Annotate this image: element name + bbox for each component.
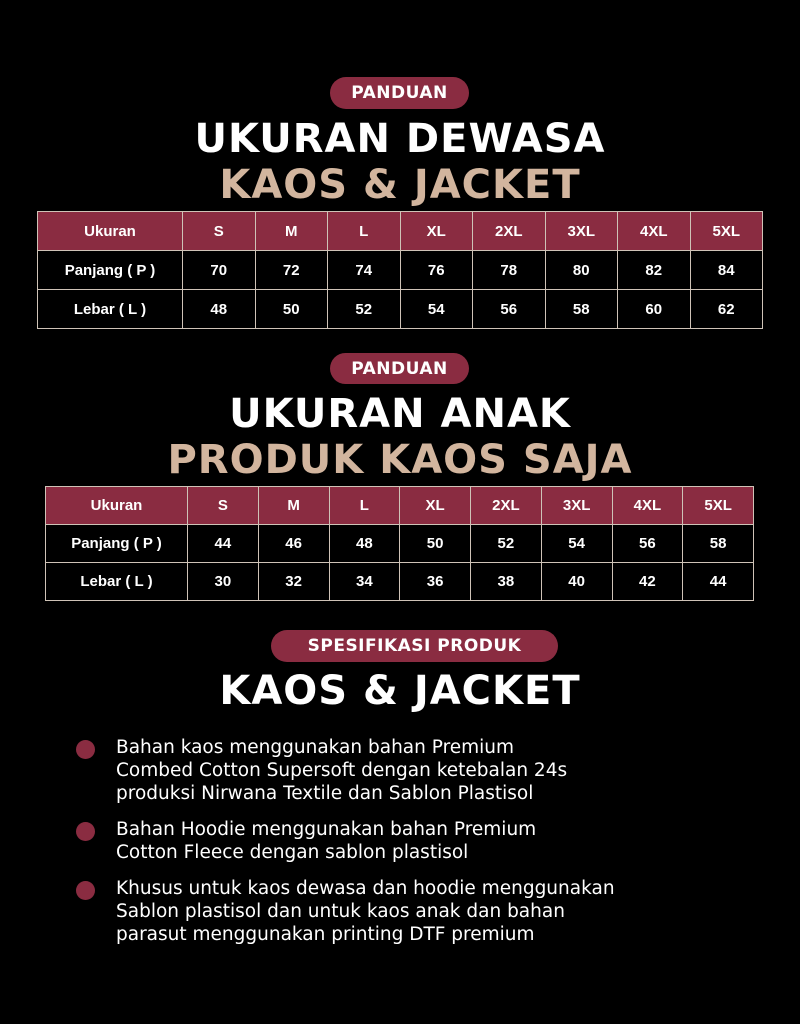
table-header-cell: M bbox=[258, 487, 329, 525]
adult-subtitle: KAOS & JACKET bbox=[219, 162, 581, 208]
bullet-dot-icon bbox=[76, 881, 95, 900]
table-cell: 82 bbox=[618, 251, 691, 290]
table-cell: 70 bbox=[183, 251, 256, 290]
table-cell: Lebar ( L ) bbox=[46, 563, 188, 601]
adult-title: UKURAN DEWASA bbox=[194, 116, 606, 162]
table-cell: 48 bbox=[329, 525, 400, 563]
spec-text: Bahan kaos menggunakan bahan Premium Combed Cotton Supersoft dengan ketebalan 24s produksi Nirwana Textile dan Sablon Plastisol bbox=[116, 737, 568, 804]
table-header-cell: 5XL bbox=[683, 487, 754, 525]
table-header-cell: Ukuran bbox=[38, 212, 183, 251]
table-cell: 30 bbox=[188, 563, 259, 601]
table-cell: 50 bbox=[400, 525, 471, 563]
table-cell: 50 bbox=[255, 290, 328, 329]
table-header-cell: 2XL bbox=[471, 487, 542, 525]
table-cell: 38 bbox=[471, 563, 542, 601]
table-header-cell: 2XL bbox=[473, 212, 546, 251]
table-cell: 62 bbox=[690, 290, 763, 329]
table-cell: 58 bbox=[545, 290, 618, 329]
adult-panduan-badge: PANDUAN bbox=[330, 77, 469, 109]
table-cell: 32 bbox=[258, 563, 329, 601]
table-cell: 44 bbox=[683, 563, 754, 601]
table-header-cell: 3XL bbox=[545, 212, 618, 251]
table-header-cell: L bbox=[329, 487, 400, 525]
table-header-cell: S bbox=[183, 212, 256, 251]
bullet-dot-icon bbox=[76, 822, 95, 841]
table-cell: Lebar ( L ) bbox=[38, 290, 183, 329]
table-header-cell: L bbox=[328, 212, 401, 251]
table-header-cell: M bbox=[255, 212, 328, 251]
table-cell: 34 bbox=[329, 563, 400, 601]
specs-list bbox=[76, 736, 756, 959]
table-cell: 84 bbox=[690, 251, 763, 290]
list-item bbox=[76, 877, 756, 946]
table-cell: 52 bbox=[328, 290, 401, 329]
table-row bbox=[38, 251, 763, 290]
table-row bbox=[38, 290, 763, 329]
table-header-cell: 4XL bbox=[618, 212, 691, 251]
table-row bbox=[46, 525, 754, 563]
bullet-dot-icon bbox=[76, 740, 95, 759]
kids-size-table bbox=[45, 486, 754, 601]
table-cell: 78 bbox=[473, 251, 546, 290]
specs-title: KAOS & JACKET bbox=[219, 668, 581, 714]
list-item bbox=[76, 736, 756, 805]
table-cell: Panjang ( P ) bbox=[38, 251, 183, 290]
table-header-cell: Ukuran bbox=[46, 487, 188, 525]
table-cell: 44 bbox=[188, 525, 259, 563]
table-header-cell: 4XL bbox=[612, 487, 683, 525]
table-cell: 54 bbox=[541, 525, 612, 563]
table-cell: 36 bbox=[400, 563, 471, 601]
table-cell: 54 bbox=[400, 290, 473, 329]
table-cell: 56 bbox=[612, 525, 683, 563]
spec-text: Khusus untuk kaos dewasa dan hoodie menggunakan Sablon plastisol dan untuk kaos anak dan bahan parasut menggunakan printing DTF premium bbox=[116, 878, 615, 945]
table-cell: 56 bbox=[473, 290, 546, 329]
table-header-cell: XL bbox=[400, 487, 471, 525]
table-row bbox=[46, 563, 754, 601]
table-cell: 40 bbox=[541, 563, 612, 601]
table-cell: 74 bbox=[328, 251, 401, 290]
kids-subtitle: PRODUK KAOS SAJA bbox=[167, 437, 633, 483]
table-cell: 58 bbox=[683, 525, 754, 563]
table-header-cell: 3XL bbox=[541, 487, 612, 525]
table-header-cell: 5XL bbox=[690, 212, 763, 251]
table-cell: 80 bbox=[545, 251, 618, 290]
list-item bbox=[76, 818, 756, 864]
adult-size-table bbox=[37, 211, 763, 329]
table-cell: 46 bbox=[258, 525, 329, 563]
table-cell: Panjang ( P ) bbox=[46, 525, 188, 563]
kids-panduan-badge: PANDUAN bbox=[330, 353, 469, 384]
spec-text: Bahan Hoodie menggunakan bahan Premium Cotton Fleece dengan sablon plastisol bbox=[116, 819, 537, 863]
specs-badge: SPESIFIKASI PRODUK bbox=[271, 630, 558, 662]
table-cell: 60 bbox=[618, 290, 691, 329]
table-cell: 48 bbox=[183, 290, 256, 329]
table-cell: 72 bbox=[255, 251, 328, 290]
table-header-cell: XL bbox=[400, 212, 473, 251]
table-cell: 42 bbox=[612, 563, 683, 601]
table-cell: 76 bbox=[400, 251, 473, 290]
table-cell: 52 bbox=[471, 525, 542, 563]
table-header-cell: S bbox=[188, 487, 259, 525]
kids-title: UKURAN ANAK bbox=[229, 391, 571, 437]
